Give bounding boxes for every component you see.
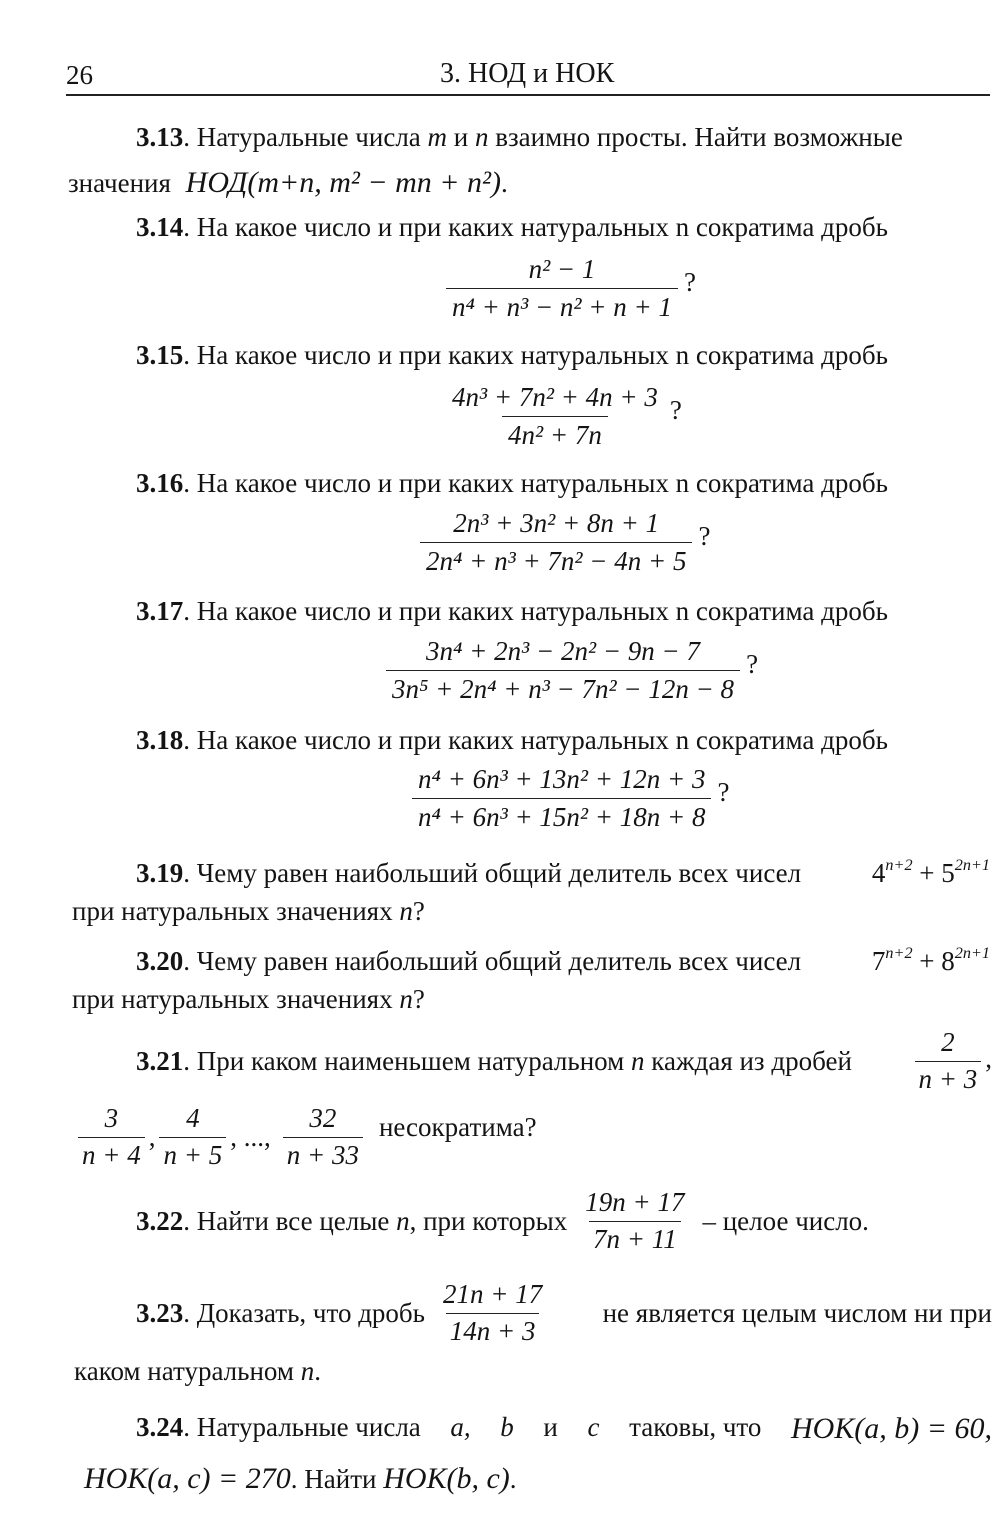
problem-3-16-fraction: $\frac{\text{2n³ + 3n² + 8n + 1}}{\text{2n⁴ + n³ + 7n² − 4n + 5}}$ ? <box>420 508 710 577</box>
problem-3-23-line-1: 3.23 . Доказать, что дробь $\frac{21n + 17}{14n + 3}$ не является целым числом ни при <box>136 1279 992 1346</box>
problem-3-17-text: 3.17. На какое число и при каких натуральных n сократима дробь <box>136 596 888 626</box>
lcm-ab: НОК(a, b) = 60, <box>791 1412 992 1445</box>
problem-3-19-line-1: 3.19. Чему равен наибольший общий делитель всех чисел $4^{n+2} + 5^{2n+1}$ <box>136 855 990 888</box>
page-number: 26 <box>66 60 93 90</box>
fraction-numerator: 3n⁴ + 2n³ − 2n² − 9n − 7 <box>426 636 701 666</box>
fraction-numerator: 4n³ + 7n² + 4n + 3 <box>452 382 658 412</box>
problem-3-14-fraction: $\frac{\text{n² − 1}}{\text{n⁴ + n³ − n² + n + 1}}$ ? <box>446 254 696 323</box>
problem-3-15-text: 3.15. На какое число и при каких натуральных n сократима дробь <box>136 340 888 370</box>
fraction: $\frac{21n + 17}{14n + 3}$ <box>442 1279 543 1346</box>
problem-3-20-line-1: 3.20. Чему равен наибольший общий делитель всех чисел $7^{n+2} + 8^{2n+1}$ <box>136 943 990 976</box>
lcm-bc: НОК(b, c) <box>383 1462 510 1495</box>
problem-3-17-fraction: $\frac{\text{3n⁴ + 2n³ − 2n² − 9n − 7}}{\text{3n⁵ + 2n⁴ + n³ − 7n² − 12n − 8}}$ ? <box>386 636 758 705</box>
problem-3-15-fraction: $\frac{\text{4n³ + 7n² + 4n + 3}}{\text{4n² + 7n}}$ ? <box>446 382 682 451</box>
gcd-expression: НОД(m+n, m² − mn + n²) <box>185 166 502 199</box>
fraction-4: $\frac{4}{n + 5}$ <box>159 1104 226 1170</box>
lcm-ac: НОК(a, c) = 270 <box>84 1462 291 1495</box>
problem-3-18-fraction: $\frac{\text{n⁴ + 6n³ + 13n² + 12n + 3}}{\text{n⁴ + 6n³ + 15n² + 18n + 8}}$ ? <box>412 764 729 833</box>
fraction-3: $\frac{3}{n + 4}$ <box>78 1104 145 1170</box>
problem-3-21-line-1: 3.21. При каком наименьшем натуральном n каждая из дробей $\frac{2}{n + 3}$ , <box>136 1027 992 1094</box>
problem-3-20-line-2: при натуральных значениях n? <box>72 984 425 1014</box>
problem-3-14-text: 3.14. На какое число и при каких натуральных n сократима дробь <box>136 212 888 242</box>
fraction: $\frac{19n + 17}{7n + 11}$ <box>585 1187 685 1254</box>
fraction-denominator: 3n⁵ + 2n⁴ + n³ − 7n² − 12n − 8 <box>386 670 740 705</box>
chapter-title: 3. НОД и НОК <box>440 58 615 89</box>
problem-3-21-line-2: $\frac{3}{n + 4}$ , $\frac{4}{n + 5}$ , ..., $\frac{32}{n + 33}$ несократима? <box>74 1104 537 1170</box>
problem-3-23-line-2: каком натуральном n. <box>74 1356 321 1386</box>
problem-3-24-line-2: НОК(a, c) = 270. Найти НОК(b, c). <box>84 1462 517 1495</box>
problem-3-13-line-1: 3.13. Натуральные числа m и n взаимно просты. Найти возможные <box>136 122 903 152</box>
page-header <box>66 58 990 96</box>
fraction-2: $\frac{2}{n + 3}$ <box>915 1028 982 1094</box>
problem-number: 3.13 <box>136 122 184 152</box>
fraction-numerator: n⁴ + 6n³ + 13n² + 12n + 3 <box>418 764 706 794</box>
fraction-denominator: 2n⁴ + n³ + 7n² − 4n + 5 <box>420 542 692 577</box>
problem-3-19-line-2: при натуральных значениях n? <box>72 896 425 926</box>
fraction-numerator: 2n³ + 3n² + 8n + 1 <box>453 508 660 538</box>
fraction-denominator: 4n² + 7n <box>502 416 608 451</box>
fraction-denominator: n⁴ + n³ − n² + n + 1 <box>446 288 678 323</box>
problem-3-24-line-1: 3.24. Натуральные числа a, b и c таковы, что НОК(a, b) = 60, <box>136 1412 992 1445</box>
power-expression: $4^{n+2} + 5^{2n+1}$ <box>871 855 990 888</box>
problem-3-22: 3.22. Найти все целые n, при которых $\frac{19n + 17}{7n + 11}$ – целое число. <box>136 1187 869 1254</box>
power-expression: $7^{n+2} + 8^{2n+1}$ <box>871 943 990 976</box>
problem-3-18-text: 3.18. На какое число и при каких натуральных n сократима дробь <box>136 725 888 755</box>
fraction-32: $\frac{32}{n + 33}$ <box>283 1104 363 1170</box>
problem-3-13-line-2: значения НОД(m+n, m² − mn + n²). <box>68 166 508 199</box>
fraction-numerator: n² − 1 <box>528 254 596 284</box>
fraction-denominator: n⁴ + 6n³ + 15n² + 18n + 8 <box>412 798 711 833</box>
problem-3-16-text: 3.16. На какое число и при каких натуральных n сократима дробь <box>136 468 888 498</box>
